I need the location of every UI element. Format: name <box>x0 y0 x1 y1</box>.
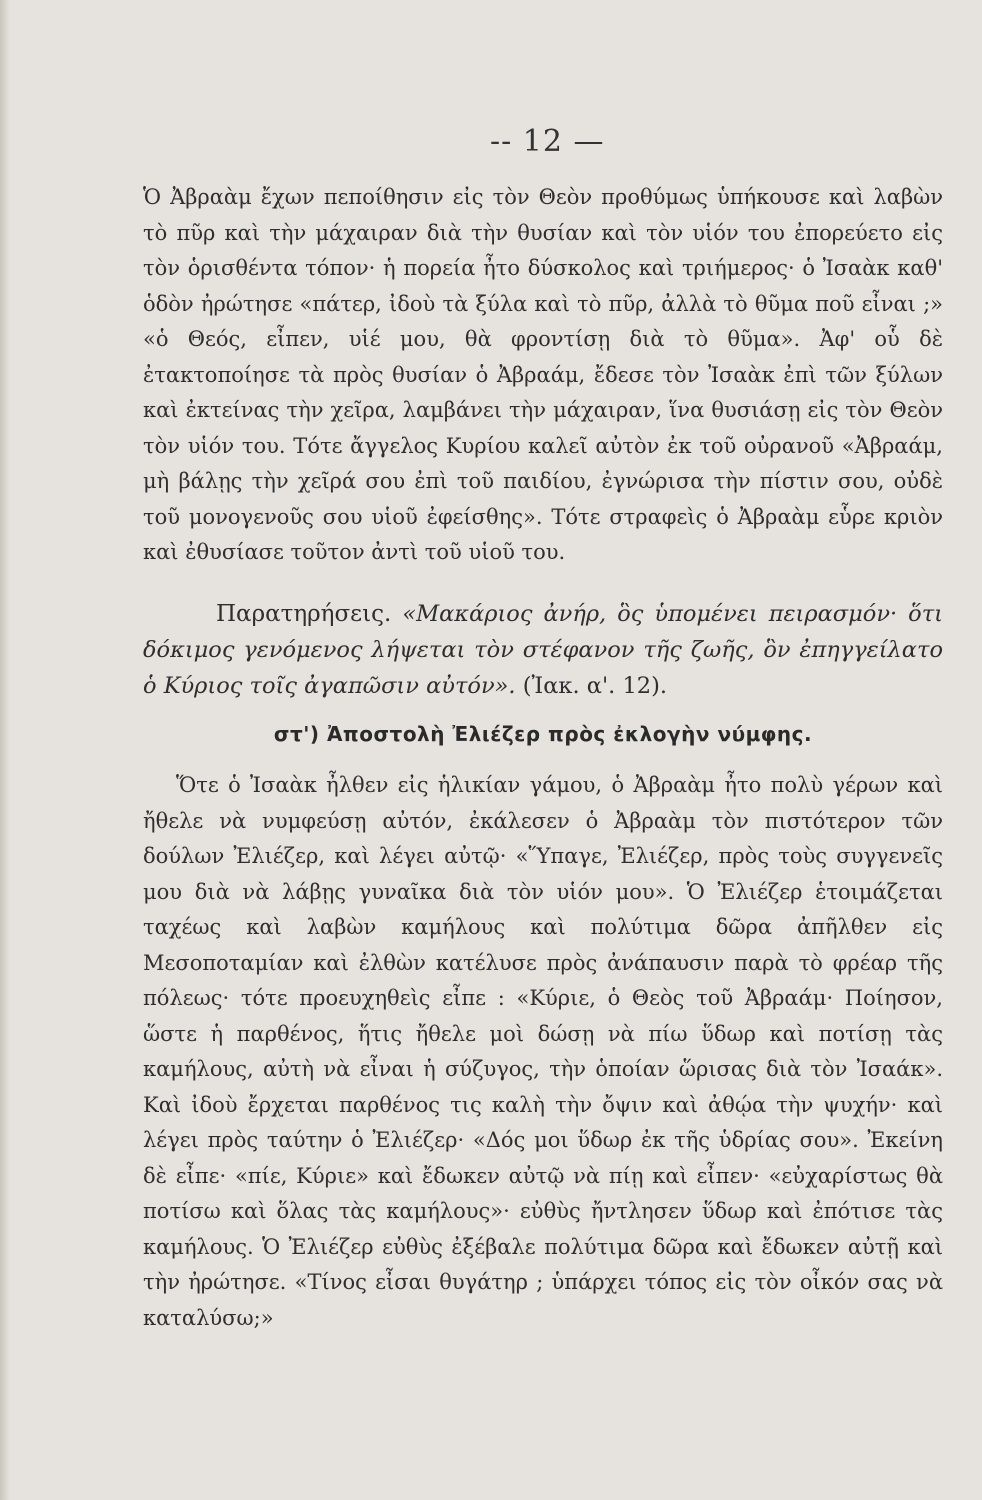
page-number: -- 12 — <box>490 124 605 159</box>
remarks-label: Παρατηρήσεις. <box>216 601 392 627</box>
paragraph-1: Ὁ Ἀβραὰμ ἔχων πεποίθησιν εἰς τὸν Θεὸν προθύμως ὑπήκουσε καὶ λαβὼν τὸ πῦρ καὶ τὴν μάχαιραν διὰ τὴν θυσίαν καὶ τὸν υἱόν του ἐπορεύετο εἰς τὸν ὁρισθέντα τόπον· ἡ πορεία ἦτο δύσκολος καὶ τριήμερος· ὁ Ἰσαὰκ καθ' ὁδὸν ἠρώτησε «πάτερ, ἰδοὺ τὰ ξύλα καὶ τὸ πῦρ, ἀλλὰ τὸ θῦμα ποῦ εἶναι ;» «ὁ Θεός, εἶπεν, υἱέ μου, θὰ φροντίσῃ διὰ τὸ θῦμα». Ἀφ' οὗ δὲ ἐτακτοποίησε τὰ πρὸς θυσίαν ὁ Ἀβραάμ, ἔδεσε τὸν Ἰσαὰκ ἐπὶ τῶν ξύλων καὶ ἐκτείνας τὴν χεῖρα, λαμβάνει τὴν μάχαιραν, ἵνα θυσιάσῃ εἰς τὸν Θεὸν τὸν υἱόν του. Τότε ἄγγελος Κυρίου καλεῖ αὐτὸν ἐκ τοῦ οὐρανοῦ «Ἀβραάμ, μὴ βάλῃς τὴν χεῖρά σου ἐπὶ τοῦ παιδίου, ἐγνώρισα τὴν πίστιν σου, οὐδὲ τοῦ μονογενοῦς σου υἱοῦ ἐφείσθης». Τότε στραφεὶς ὁ Ἀβραὰμ εὗρε κριὸν καὶ ἐθυσίασε τοῦτον ἀντὶ τοῦ υἱοῦ του. <box>143 185 943 564</box>
section-heading: στ') Ἀποστολὴ Ἐλιέζερ πρὸς ἐκλογὴν νύμφης. <box>273 722 813 746</box>
paragraph-3: Ὅτε ὁ Ἰσαὰκ ἦλθεν εἰς ἡλικίαν γάμου, ὁ Ἀβραὰμ ἦτο πολὺ γέρων καὶ ἤθελε νὰ νυμφεύσῃ αὐτόν, ἐκάλεσεν ὁ Ἀβραὰμ τὸν πιστότερον τῶν δούλων Ἐλιέζερ, καὶ λέγει αὐτῷ· «Ὕπαγε, Ἐλιέζερ, πρὸς τοὺς συγγενεῖς μου διὰ νὰ λάβῃς γυναῖκα διὰ τὸν υἱόν μου». Ὁ Ἐλιέζερ ἑτοιμάζεται ταχέως καὶ λαβὼν καμήλους καὶ πολύτιμα δῶρα ἀπῆλθεν εἰς Μεσοποταμίαν καὶ ἐλθὼν κατέλυσε πρὸς ἀνάπαυσιν παρὰ τὸ φρέαρ τῆς πόλεως· τότε προευχηθεὶς εἶπε : «Κύριε, ὁ Θεὸς τοῦ Ἀβραάμ· Ποίησον, ὥστε ἡ παρθένος, ἥτις ἤθελε μοὶ δώσῃ νὰ πίω ὕδωρ καὶ ποτίσῃ τὰς καμήλους, αὐτὴ νὰ εἶναι ἡ σύζυγος, τὴν ὁποίαν ὥρισας διὰ τὸν Ἰσαάκ». Καὶ ἰδοὺ ἔρχεται παρθένος τις καλὴ τὴν ὄψιν καὶ ἀθῴα τὴν ψυχήν· καὶ λέγει πρὸς ταύτην ὁ Ἐλιέζερ· «Δός μοι ὕδωρ ἐκ τῆς ὑδρίας σου». Ἐκείνη δὲ εἶπε· «πίε, Κύριε» καὶ ἔδωκεν αὐτῷ νὰ πίῃ καὶ εἶπεν· «εὐχαρίστως θὰ ποτίσω καὶ ὅλας τὰς καμήλους»· εὐθὺς ἤντλησεν ὕδωρ καὶ ἐπότισε τὰς καμήλους. Ὁ Ἐλιέζερ εὐθὺς ἐξέβαλε πολύτιμα δῶρα καὶ ἔδωκεν αὐτῇ καὶ τὴν ἠρώτησε. «Τίνος εἶσαι θυγάτηρ ; ὑπάρχει τόπος εἰς τὸν οἶκόν σας νὰ καταλύσω;» <box>143 773 943 1330</box>
scripture-quote: «Μακάριος ἀνήρ, ὃς ὑπομένει πειρασμόν· ὅτι δόκιμος γενόμενος λήψεται τὸν στέφανον τῆς ζωῆς, ὃν ἐπηγγείλατο ὁ Κύριος τοῖς ἀγαπῶσιν αὐτόν». <box>143 601 943 699</box>
paragraph-remarks <box>143 596 943 704</box>
binding-edge <box>0 0 10 1500</box>
scripture-reference: (Ἰακ. α'. 12). <box>522 673 668 699</box>
